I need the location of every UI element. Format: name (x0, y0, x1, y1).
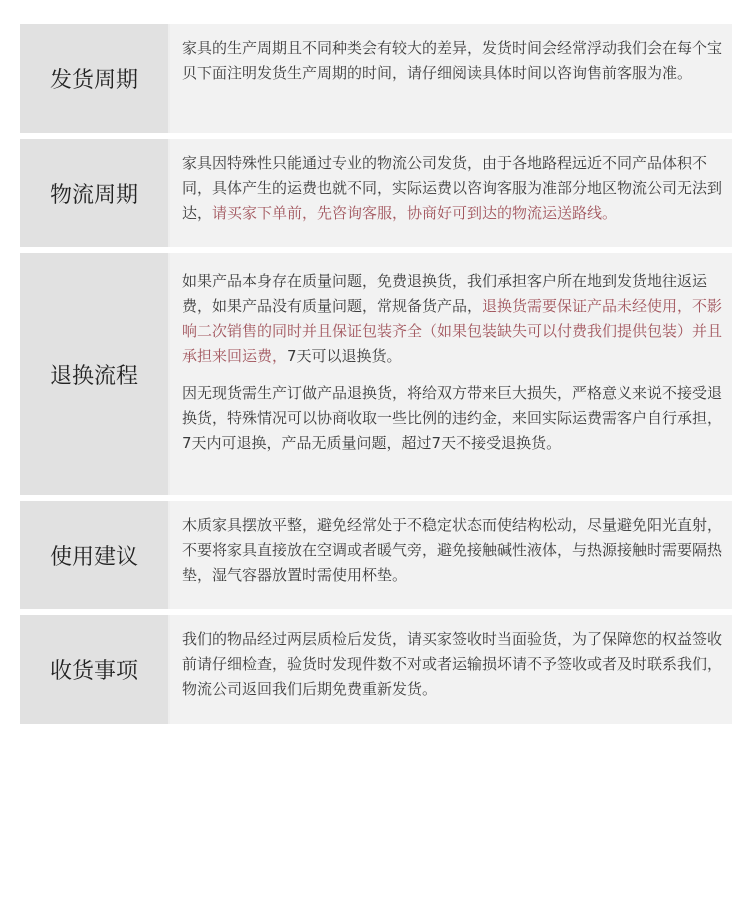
return-text-normal: 如果产品本身存在质量问题，免费退换货，我们承担客户所在地到发货地往返运费，如果产品没有质量问题，常规备货产品， (182, 272, 708, 315)
row-content (170, 615, 732, 724)
row-label: 退换流程 (20, 253, 168, 495)
row-receipt-notes (20, 615, 732, 724)
row-return-process (20, 253, 732, 495)
row-label: 使用建议 (20, 501, 168, 609)
logistics-text-highlight: 请买家下单前，先咨询客服，协商好可到达的物流运送路线。 (212, 204, 618, 222)
row-usage-advice (20, 501, 732, 609)
receipt-notes-text: 我们的物品经过两层质检后发货，请买家签收时当面验货，为了保障您的权益签收前请仔细检查，验货时发现件数不对或者运输损坏请不予签收或者及时联系我们，物流公司返回我们后期免费重新发货。 (182, 630, 723, 698)
usage-advice-text: 木质家具摆放平整，避免经常处于不稳定状态而使结构松动，尽量避免阳光直射，不要将家具直接放在空调或者暖气旁，避免接触碱性液体，与热源接触时需要隔热垫，湿气容器放置时需使用杯垫。 (182, 516, 723, 584)
policy-table (20, 24, 732, 730)
row-logistics-cycle (20, 139, 732, 247)
logistics-text-normal: 家具因特殊性只能通过专业的物流公司发货，由于各地路程远近不同产品体积不同，具体产生的运费也就不同，实际运费以咨询客服为准部分地区物流公司无法到达， (182, 154, 723, 222)
row-label: 收货事项 (20, 615, 168, 724)
shipping-cycle-text: 家具的生产周期且不同种类会有较大的差异，发货时间会经常浮动我们会在每个宝贝下面注明发货生产周期的时间，请仔细阅读具体时间以咨询售前客服为准。 (182, 39, 723, 82)
row-content (170, 501, 732, 609)
row-content (170, 24, 732, 133)
return-paragraph-2: 因无现货需生产订做产品退换货，将给双方带来巨大损失，严格意义来说不接受退换货，特殊情况可以协商收取一些比例的违约金，来回实际运费需客户自行承担，7天内可退换，产品无质量问题，超过7天不接受退换货。 (182, 384, 723, 452)
return-text-tail: 7天可以退换货。 (287, 347, 402, 365)
logistics-cycle-text (182, 151, 724, 226)
return-text-highlight: 退换货需要保证产品未经使用，不影响二次销售的同时并且保证包装齐全（如果包装缺失可以付费我们提供包装）并且承担来回运费， (182, 297, 723, 365)
row-label: 发货周期 (20, 24, 168, 133)
row-label: 物流周期 (20, 139, 168, 247)
row-content (170, 253, 732, 495)
return-paragraph-1 (182, 269, 724, 369)
row-content (170, 139, 732, 247)
row-shipping-cycle (20, 24, 732, 133)
